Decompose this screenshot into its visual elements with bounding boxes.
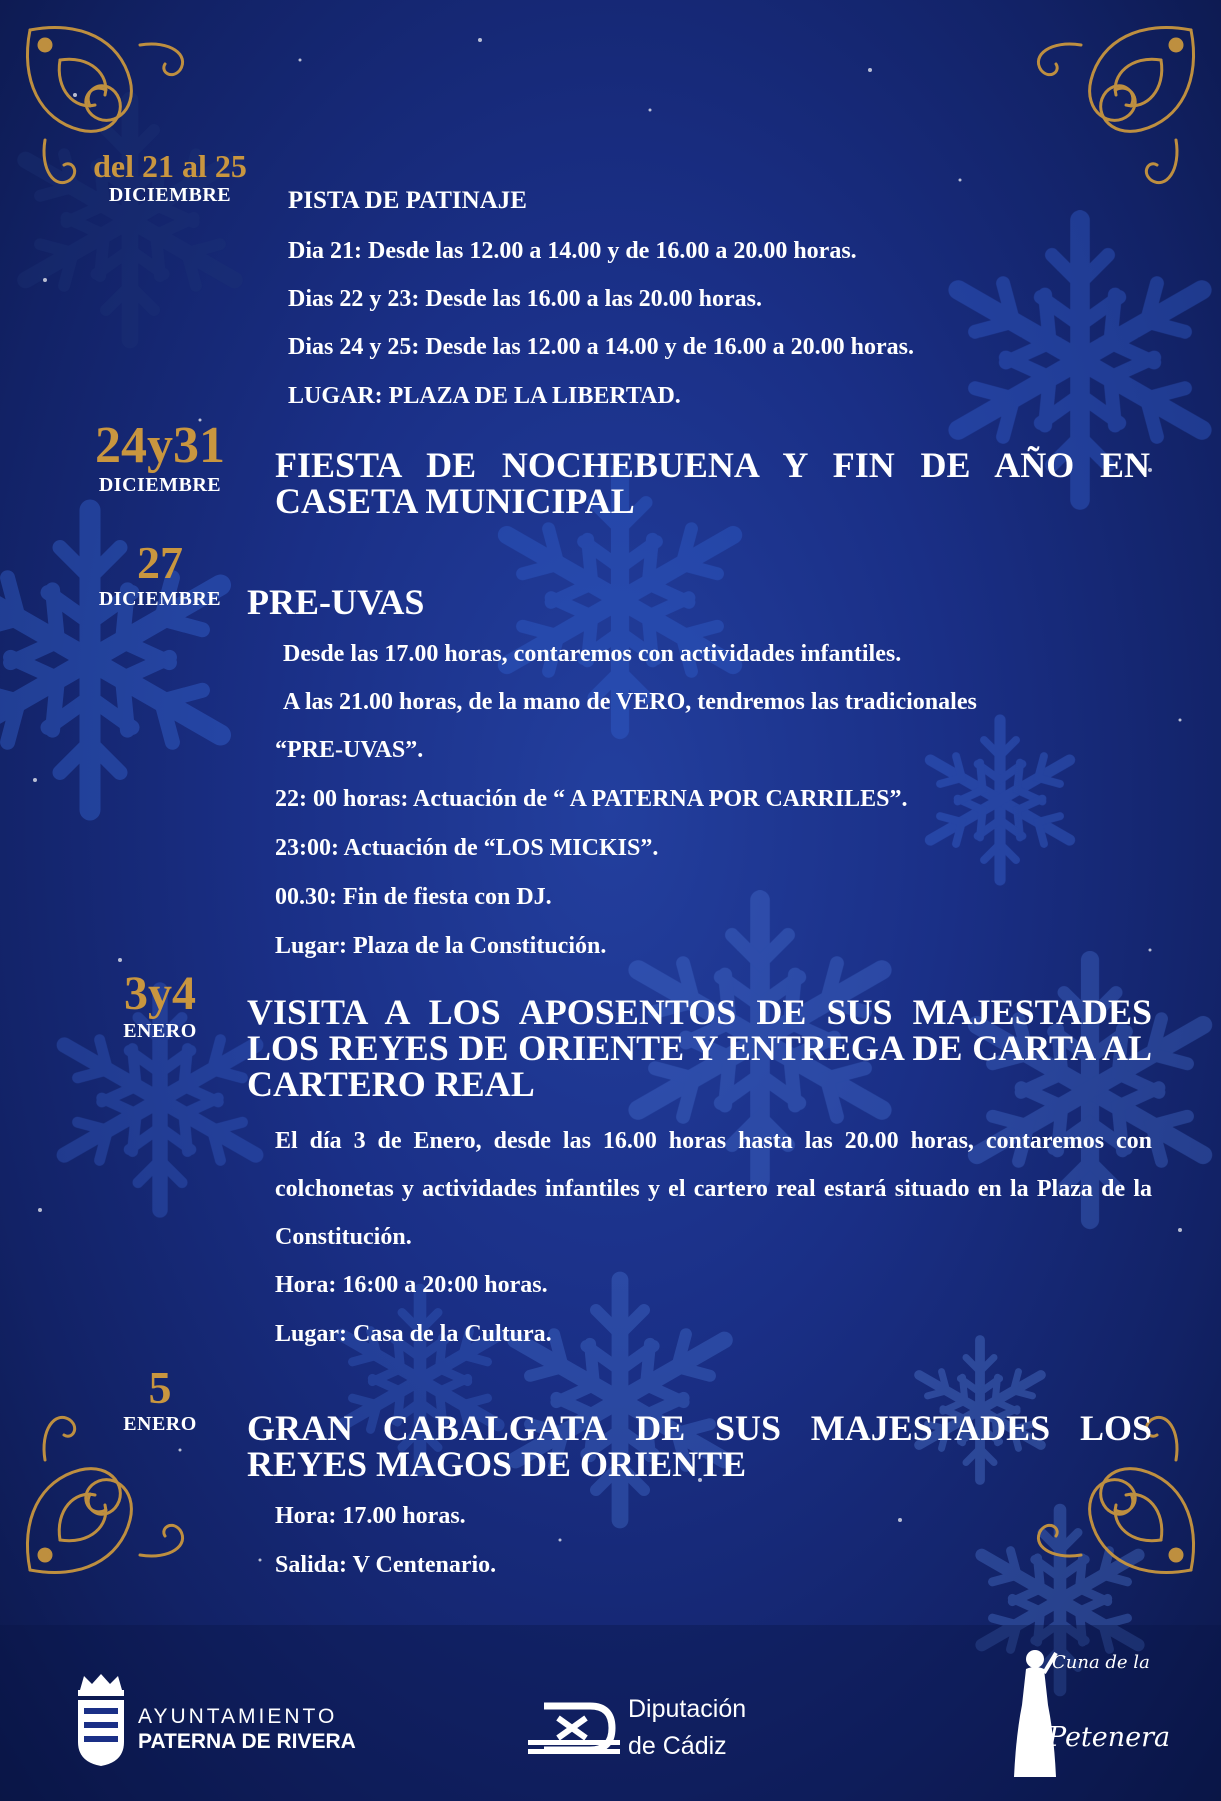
event-title: PRE-UVAS bbox=[247, 582, 425, 622]
event-detail: Lugar: Casa de la Cultura. bbox=[275, 1321, 552, 1347]
event-date-number: del 21 al 25 bbox=[93, 148, 247, 184]
event-date-number: 24y31 bbox=[95, 417, 225, 474]
event-date bbox=[70, 1362, 250, 1436]
event-date-month: DICIEMBRE bbox=[98, 588, 222, 610]
event-date-number: 27 bbox=[137, 537, 183, 588]
event-title: VISITA A LOS APOSENTOS DE SUS MAJESTADES LOS REYES DE ORIENTE Y ENTREGA DE CARTA AL CARTERO REAL bbox=[247, 992, 1152, 1104]
event-title: GRAN CABALGATA DE SUS MAJESTADES LOS REYES MAGOS DE ORIENTE bbox=[247, 1408, 1152, 1484]
event-date bbox=[70, 537, 250, 611]
event-date bbox=[70, 967, 250, 1043]
event-detail: Hora: 17.00 horas. bbox=[275, 1503, 466, 1529]
event-detail: Salida: V Centenario. bbox=[275, 1552, 497, 1578]
event-detail: 00.30: Fin de fiesta con DJ. bbox=[275, 884, 552, 910]
event-date-month: DICIEMBRE bbox=[108, 184, 232, 206]
event-date-number: 5 bbox=[148, 1362, 172, 1413]
ayuntamiento-label: AYUNTAMIENTO bbox=[138, 1705, 338, 1728]
event-detail: Desde las 17.00 horas, contaremos con actividades infantiles. bbox=[283, 641, 902, 667]
event-detail: Lugar: Plaza de la Constitución. bbox=[275, 933, 607, 959]
diputacion-label-2: de Cádiz bbox=[628, 1732, 727, 1760]
cuna-label: Cuna de la bbox=[1052, 1652, 1150, 1673]
event-detail: 23:00: Actuación de “LOS MICKIS”. bbox=[275, 835, 659, 861]
event-date bbox=[80, 150, 260, 207]
event-date-month: DICIEMBRE bbox=[98, 474, 222, 496]
event-description: El día 3 de Enero, desde las 16.00 horas hasta las 20.00 horas, contaremos con colchonetas y actividades infantiles y el cartero real estará situado en la Plaza de la Constitución. bbox=[275, 1128, 1152, 1250]
event-detail: Hora: 16:00 a 20:00 horas. bbox=[275, 1272, 548, 1298]
event-detail: 22: 00 horas: Actuación de “ A PATERNA POR CARRILES”. bbox=[275, 786, 908, 812]
event-date bbox=[70, 417, 250, 497]
crown-shield-icon bbox=[72, 1672, 130, 1768]
event-detail: Dia 21: Desde las 12.00 a 14.00 y de 16.00 a 20.00 horas. bbox=[288, 238, 857, 264]
event-detail: LUGAR: PLAZA DE LA LIBERTAD. bbox=[288, 383, 681, 409]
event-detail: “PRE-UVAS”. bbox=[275, 737, 424, 763]
event-date-number: 3y4 bbox=[124, 967, 196, 1020]
event-date-month: ENERO bbox=[123, 1020, 197, 1042]
petenera-label: Petenera bbox=[1048, 1722, 1171, 1753]
event-title: FIESTA DE NOCHEBUENA Y FIN DE AÑO EN CASETA MUNICIPAL bbox=[275, 445, 1150, 521]
event-title: PISTA DE PATINAJE bbox=[288, 187, 527, 214]
ayuntamiento-name: PATERNA DE RIVERA bbox=[138, 1730, 356, 1753]
event-date-month: ENERO bbox=[123, 1413, 197, 1435]
diputacion-label: Diputación bbox=[628, 1695, 747, 1723]
event-detail: A las 21.00 horas, de la mano de VERO, tendremos las tradicionales bbox=[283, 689, 977, 715]
event-detail: Dias 22 y 23: Desde las 16.00 a las 20.00 horas. bbox=[288, 286, 763, 312]
diputacion-logo-icon bbox=[528, 1700, 620, 1758]
event-detail: Dias 24 y 25: Desde las 12.00 a 14.00 y de 16.00 a 20.00 horas. bbox=[288, 334, 915, 360]
